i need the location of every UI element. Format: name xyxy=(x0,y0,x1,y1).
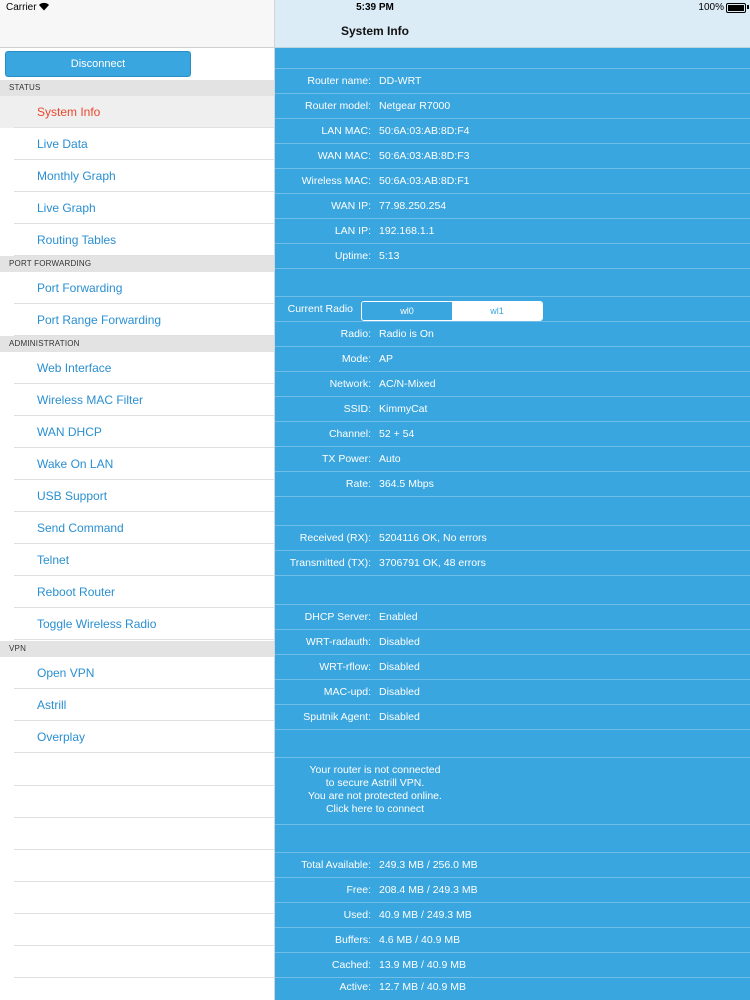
info-value: 52 + 54 xyxy=(379,428,415,440)
info-value: 40.9 MB / 249.3 MB xyxy=(379,909,472,921)
info-row-channel xyxy=(275,422,750,447)
info-row-router-model xyxy=(275,94,750,119)
menu-item-wake-on-lan[interactable]: Wake On LAN xyxy=(0,448,274,480)
info-label: Router name: xyxy=(307,75,371,87)
menu-item-telnet[interactable]: Telnet xyxy=(0,544,274,576)
info-row-uptime xyxy=(275,244,750,269)
clock: 5:39 PM xyxy=(356,2,394,13)
section-header-vpn: VPN xyxy=(0,641,274,657)
info-label: LAN IP: xyxy=(334,225,371,237)
system-info-panel xyxy=(275,0,750,1000)
battery-tip-icon xyxy=(747,5,749,9)
vpn-connect-prompt[interactable] xyxy=(275,764,475,816)
info-value: Disabled xyxy=(379,711,420,723)
info-value: Disabled xyxy=(379,661,420,673)
menu-item-port-range-forwarding[interactable]: Port Range Forwarding xyxy=(0,304,274,336)
info-row-mac-upd xyxy=(275,680,750,705)
info-row-lan-ip xyxy=(275,219,750,244)
info-label: Used: xyxy=(343,909,371,921)
info-value: 192.168.1.1 xyxy=(379,225,435,237)
info-label: Free: xyxy=(346,884,371,896)
info-row-free xyxy=(275,878,750,903)
battery-icon xyxy=(726,3,746,13)
info-value: Enabled xyxy=(379,611,418,623)
info-row-wan-mac xyxy=(275,144,750,169)
vpn-connect-link[interactable]: Click here to connect xyxy=(325,803,425,815)
info-value: Radio is On xyxy=(379,328,434,340)
info-value: 249.3 MB / 256.0 MB xyxy=(379,859,478,871)
section-header-port-forwarding: PORT FORWARDING xyxy=(0,256,274,272)
info-label: Total Available: xyxy=(301,859,371,871)
menu-item-wireless-mac-filter[interactable]: Wireless MAC Filter xyxy=(0,384,274,416)
info-row-ssid xyxy=(275,397,750,422)
sidebar xyxy=(0,0,275,1000)
carrier-label: Carrier xyxy=(6,2,37,13)
info-value: KimmyCat xyxy=(379,403,428,415)
menu-item-open-vpn[interactable]: Open VPN xyxy=(0,657,274,689)
page-title: System Info xyxy=(340,24,409,38)
info-row-network xyxy=(275,372,750,397)
info-value: DD-WRT xyxy=(379,75,422,87)
info-row-wireless-mac xyxy=(275,169,750,194)
radio-segment-wl1[interactable]: wl1 xyxy=(452,302,542,320)
vpn-note-line: to secure Astrill VPN. xyxy=(325,777,425,789)
info-label: Network: xyxy=(329,378,371,390)
empty-row-divider xyxy=(14,945,274,946)
vpn-note-line: You are not protected online. xyxy=(308,790,442,802)
info-label: Wireless MAC: xyxy=(301,175,371,187)
radio-segment-wl0[interactable]: wl0 xyxy=(362,302,452,320)
menu-item-live-data[interactable]: Live Data xyxy=(0,128,274,160)
info-row-wan-ip xyxy=(275,194,750,219)
menu-item-usb-support[interactable]: USB Support xyxy=(0,480,274,512)
current-radio-row xyxy=(275,297,750,322)
section-header-status: STATUS xyxy=(0,80,274,96)
disconnect-button[interactable]: Disconnect xyxy=(5,51,191,77)
info-row-sputnik-agent xyxy=(275,705,750,730)
info-row-transmitted xyxy=(275,551,750,576)
info-row-buffers xyxy=(275,928,750,953)
radio-segmented-control xyxy=(361,301,543,321)
section-header-administration: ADMINISTRATION xyxy=(0,336,274,352)
info-value: 208.4 MB / 249.3 MB xyxy=(379,884,478,896)
info-row-tx-power xyxy=(275,447,750,472)
info-row-radio xyxy=(275,322,750,347)
info-row-wrt-radauth xyxy=(275,630,750,655)
info-value: 77.98.250.254 xyxy=(379,200,447,212)
empty-row-divider xyxy=(14,817,274,818)
info-label: WAN MAC: xyxy=(317,150,371,162)
info-label: Received (RX): xyxy=(299,532,371,544)
info-label: Router model: xyxy=(305,100,371,112)
menu-item-wan-dhcp[interactable]: WAN DHCP xyxy=(0,416,274,448)
vpn-note-line: Your router is not connected xyxy=(309,764,441,776)
info-row-wrt-rflow xyxy=(275,655,750,680)
info-row-rate xyxy=(275,472,750,497)
info-value: Disabled xyxy=(379,686,420,698)
current-radio-label: Current Radio xyxy=(287,303,353,315)
info-label: WRT-radauth: xyxy=(305,636,371,648)
info-label: WRT-rflow: xyxy=(319,661,371,673)
menu-item-port-forwarding[interactable]: Port Forwarding xyxy=(0,272,274,304)
info-label: Rate: xyxy=(345,478,371,490)
info-label: TX Power: xyxy=(321,453,371,465)
info-row-mode xyxy=(275,347,750,372)
info-label: Cached: xyxy=(331,959,371,971)
battery-percentage: 100% xyxy=(698,2,724,13)
info-row-active xyxy=(275,975,750,1000)
info-label: Uptime: xyxy=(334,250,371,262)
info-value: Auto xyxy=(379,453,401,465)
info-label: MAC-upd: xyxy=(323,686,371,698)
info-value: 13.9 MB / 40.9 MB xyxy=(379,959,466,971)
info-label: Transmitted (TX): xyxy=(289,557,371,569)
info-value: Netgear R7000 xyxy=(379,100,451,112)
info-row-dhcp-server xyxy=(275,605,750,630)
info-row-router-name xyxy=(275,69,750,94)
menu-item-system-info[interactable]: System Info xyxy=(0,96,274,128)
info-label: LAN MAC: xyxy=(321,125,371,137)
menu-item-web-interface[interactable]: Web Interface xyxy=(0,352,274,384)
info-value: 5204116 OK, No errors xyxy=(379,532,487,544)
info-value: 50:6A:03:AB:8D:F3 xyxy=(379,150,470,162)
empty-row-divider xyxy=(14,977,274,978)
empty-row-divider xyxy=(14,881,274,882)
menu-item-overplay[interactable]: Overplay xyxy=(0,721,274,753)
info-label: DHCP Server: xyxy=(304,611,371,623)
info-label: Buffers: xyxy=(335,934,371,946)
info-value: 3706791 OK, 48 errors xyxy=(379,557,486,569)
menu-item-monthly-graph[interactable]: Monthly Graph xyxy=(0,160,274,192)
info-label: SSID: xyxy=(343,403,371,415)
row-divider xyxy=(275,757,750,758)
menu-item-astrill[interactable]: Astrill xyxy=(0,689,274,721)
info-label: WAN IP: xyxy=(331,200,371,212)
info-label: Channel: xyxy=(328,428,371,440)
info-row-total-available xyxy=(275,853,750,878)
row-divider xyxy=(275,824,750,825)
empty-row-divider xyxy=(14,849,274,850)
info-value: AP xyxy=(379,353,394,365)
info-value: 12.7 MB / 40.9 MB xyxy=(379,981,466,993)
menu-item-toggle-wireless-radio[interactable]: Toggle Wireless Radio xyxy=(0,608,274,640)
info-label: Radio: xyxy=(340,328,371,340)
info-value: 4.6 MB / 40.9 MB xyxy=(379,934,461,946)
info-value: Disabled xyxy=(379,636,420,648)
menu-item-reboot-router[interactable]: Reboot Router xyxy=(0,576,274,608)
info-value: 364.5 Mbps xyxy=(379,478,434,490)
status-bar xyxy=(0,0,750,16)
info-row-received xyxy=(275,526,750,551)
info-value: 50:6A:03:AB:8D:F4 xyxy=(379,125,470,137)
menu-item-send-command[interactable]: Send Command xyxy=(0,512,274,544)
info-label: Mode: xyxy=(341,353,371,365)
info-row-used xyxy=(275,903,750,928)
info-value: AC/N-Mixed xyxy=(379,378,436,390)
empty-row-divider xyxy=(14,913,274,914)
info-row-lan-mac xyxy=(275,119,750,144)
menu-item-live-graph[interactable]: Live Graph xyxy=(0,192,274,224)
menu-item-routing-tables[interactable]: Routing Tables xyxy=(0,224,274,256)
info-label: Sputnik Agent: xyxy=(303,711,371,723)
info-value: 5:13 xyxy=(379,250,400,262)
info-label: Active: xyxy=(339,981,371,993)
empty-row-divider xyxy=(14,785,274,786)
info-value: 50:6A:03:AB:8D:F1 xyxy=(379,175,470,187)
